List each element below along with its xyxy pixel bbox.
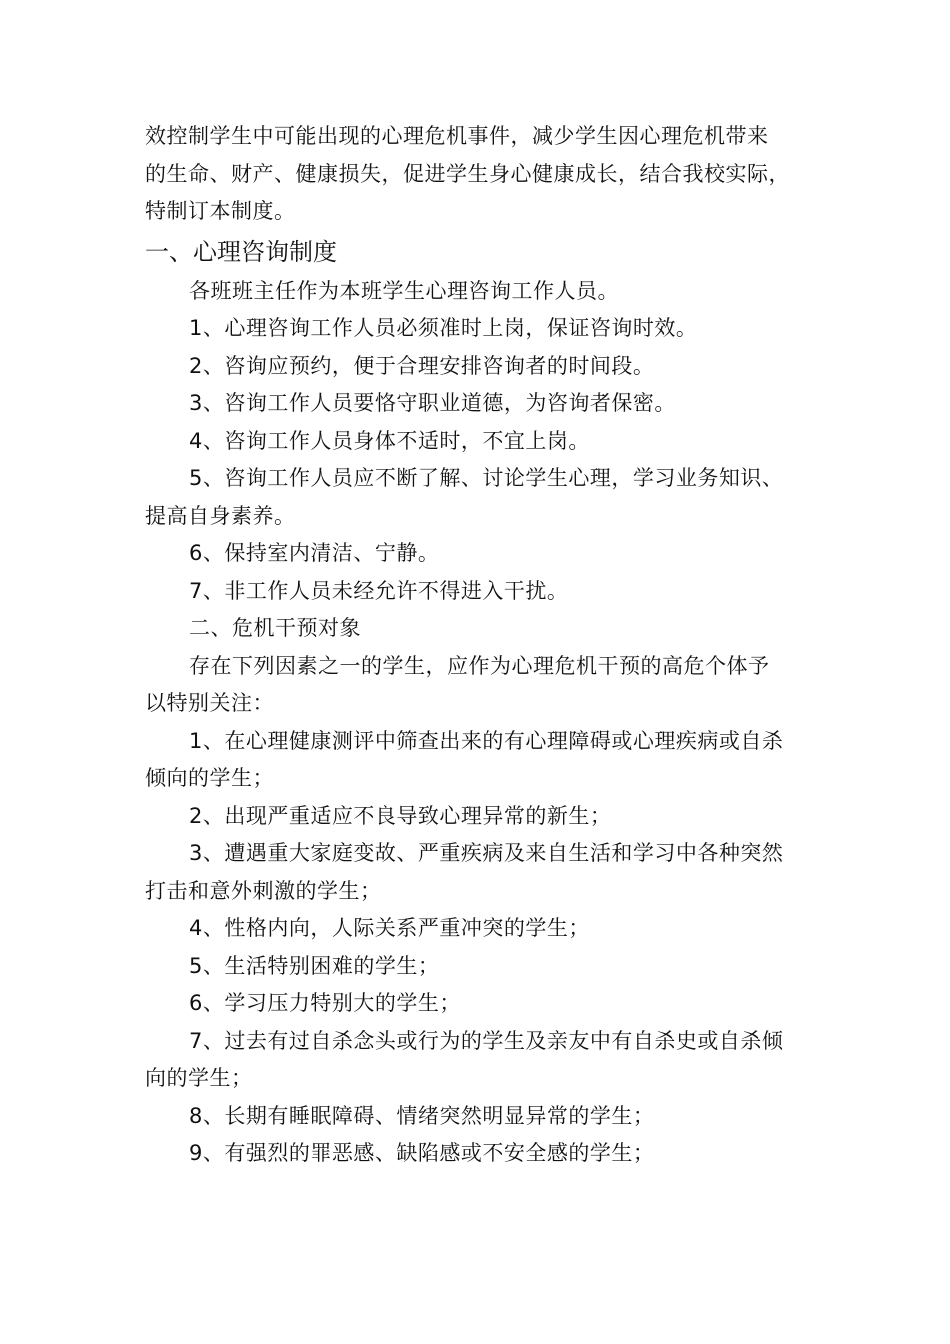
intro-line: 的生命、财产、健康损失，促进学生身心健康成长，结合我校实际， — [145, 161, 790, 186]
list-item: 3、咨询工作人员要恪守职业道德，为咨询者保密。 — [189, 391, 676, 415]
intro-line: 特制订本制度。 — [145, 199, 296, 223]
list-item: 4、性格内向，人际关系严重冲突的学生； — [189, 916, 590, 940]
list-item: 2、咨询应预约，便于合理安排咨询者的时间段。 — [189, 353, 655, 378]
section-heading: 二、危机干预对象 — [189, 616, 361, 640]
section-lead: 存在下列因素之一的学生，应作为心理危机干预的高危个体予 — [189, 653, 770, 678]
section-lead-continuation: 以特别关注： — [145, 691, 274, 715]
list-item-continuation: 打击和意外刺激的学生； — [145, 878, 382, 903]
section-heading: 一、心理咨询制度 — [145, 237, 337, 266]
list-item: 5、生活特别困难的学生； — [189, 953, 440, 978]
list-item: 7、非工作人员未经允许不得进入干扰。 — [189, 578, 569, 603]
list-item: 4、咨询工作人员身体不适时，不宜上岗。 — [189, 428, 590, 453]
list-item: 6、保持室内清洁、宁静。 — [189, 541, 440, 565]
list-item: 9、有强烈的罪恶感、缺陷感或不安全感的学生； — [189, 1141, 655, 1165]
list-item: 8、长期有睡眠障碍、情绪突然明显异常的学生； — [189, 1103, 655, 1128]
list-item-continuation: 倾向的学生； — [145, 766, 274, 790]
list-item-continuation: 提高自身素养。 — [145, 503, 296, 528]
intro-line: 效控制学生中可能出现的心理危机事件，减少学生因心理危机带来 — [145, 124, 769, 148]
section-lead: 各班班主任作为本班学生心理咨询工作人员。 — [189, 278, 619, 303]
list-item: 3、遭遇重大家庭变故、严重疾病及来自生活和学习中各种突然 — [189, 841, 784, 865]
list-item-continuation: 向的学生； — [145, 1066, 253, 1090]
list-item: 1、在心理健康测评中筛查出来的有心理障碍或心理疾病或自杀 — [189, 728, 784, 753]
list-item: 1、心理咨询工作人员必须准时上岗，保证咨询时效。 — [189, 316, 698, 340]
document-page — [145, 118, 810, 1173]
list-item: 7、过去有过自杀念头或行为的学生及亲友中有自杀史或自杀倾 — [189, 1028, 784, 1053]
list-item: 5、咨询工作人员应不断了解、讨论学生心理，学习业务知识、 — [189, 466, 784, 490]
list-item: 2、出现严重适应不良导致心理异常的新生； — [189, 803, 612, 828]
list-item: 6、学习压力特别大的学生； — [189, 991, 461, 1015]
